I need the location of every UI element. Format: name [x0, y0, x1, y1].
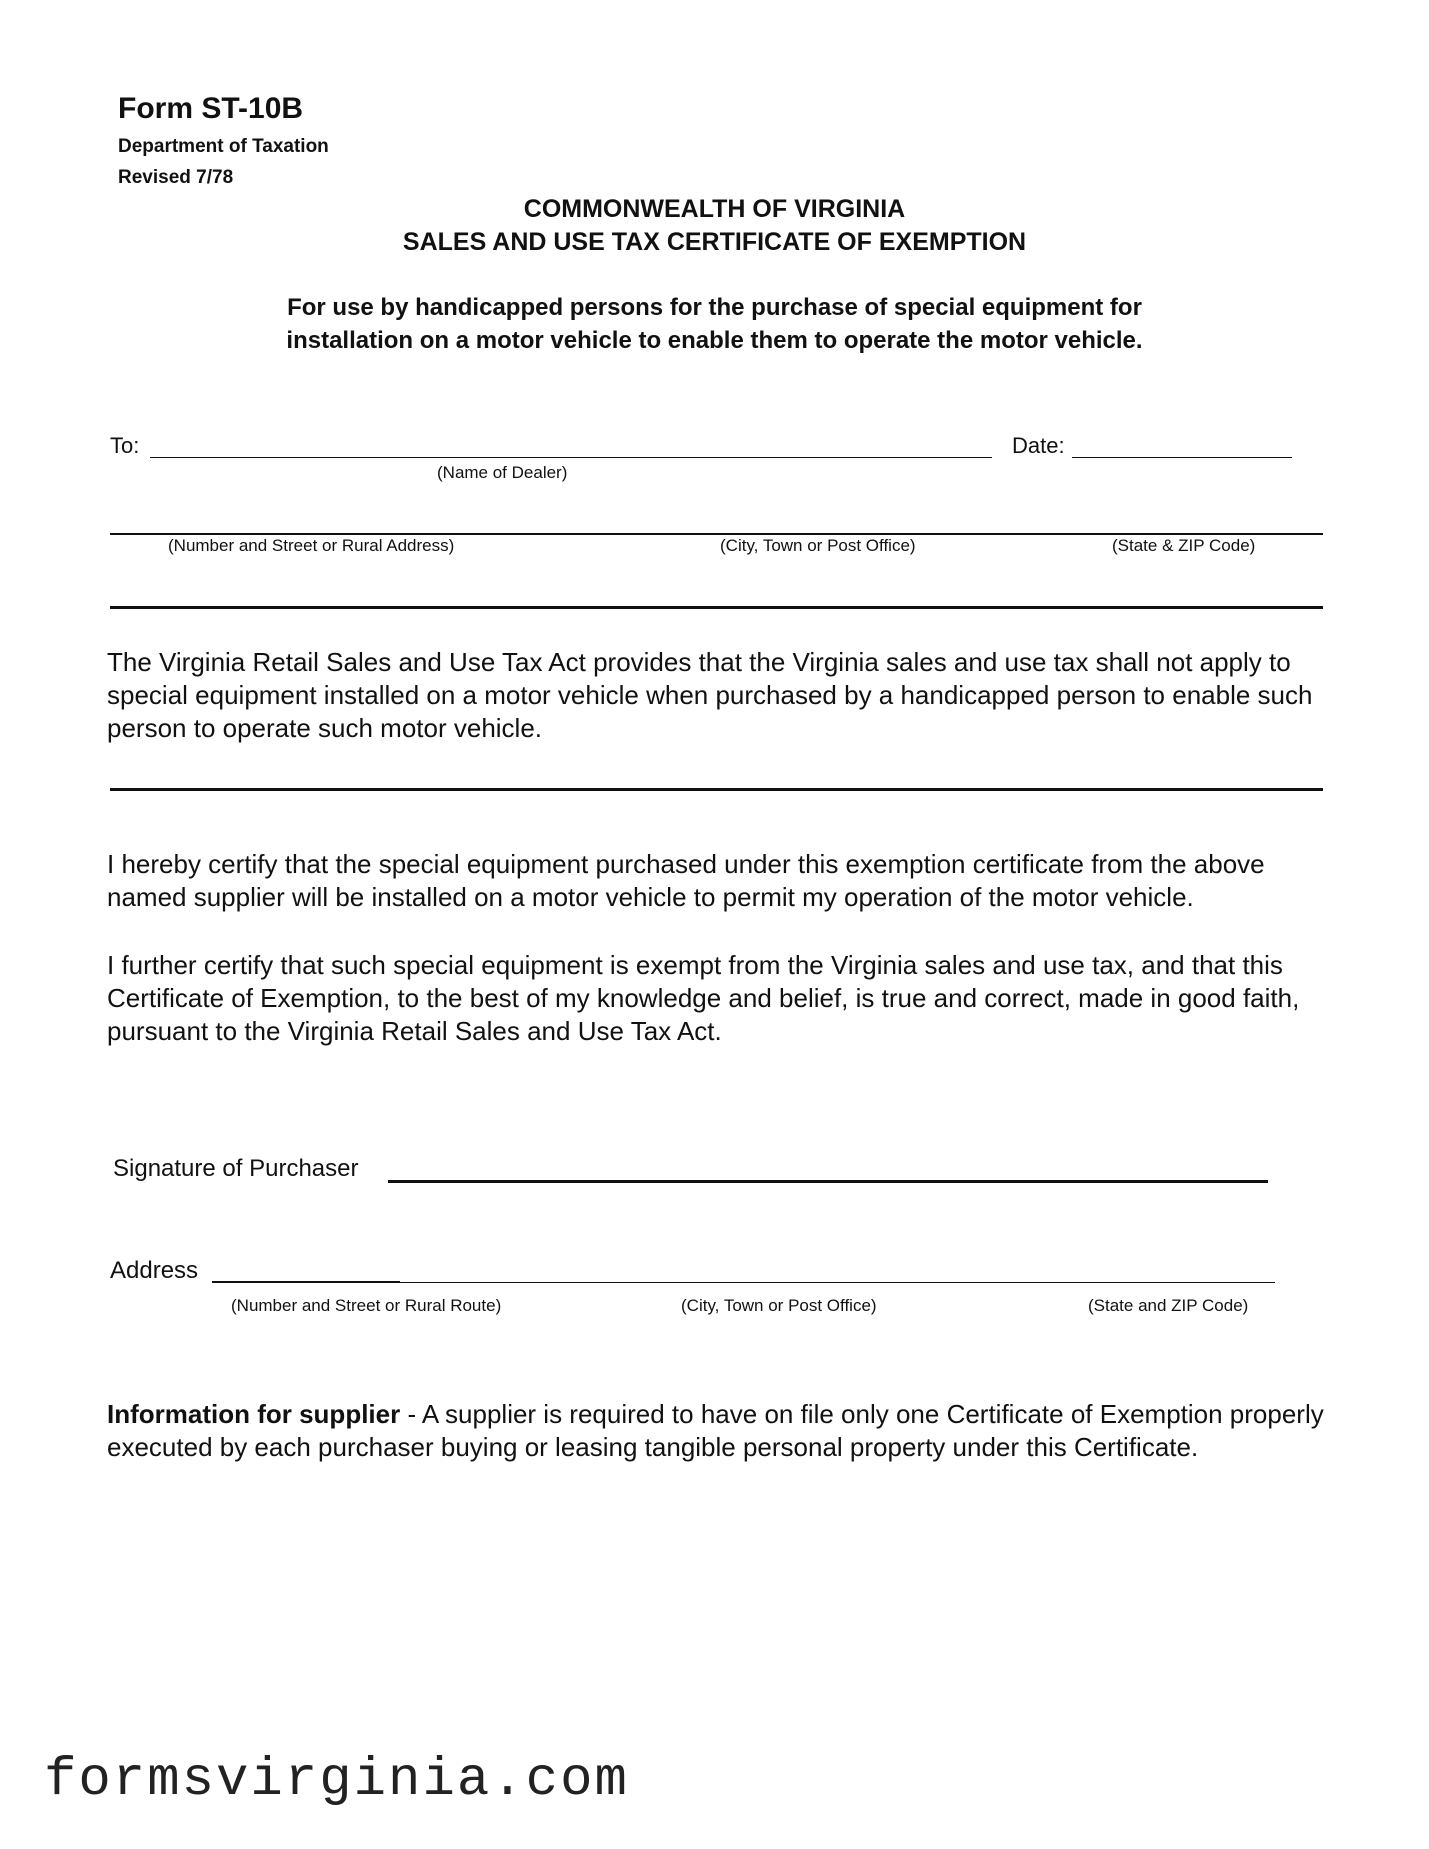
purchaser-state-caption: (State and ZIP Code) [1088, 1296, 1249, 1315]
title-certificate: SALES AND USE TAX CERTIFICATE OF EXEMPTION [402, 228, 1027, 256]
title-commonwealth: COMMONWEALTH OF VIRGINIA [523, 195, 906, 223]
purchaser-street-caption: (Number and Street or Rural Route) [231, 1296, 502, 1315]
signature-label: Signature of Purchaser [113, 1155, 359, 1182]
dealer-state-caption: (State & ZIP Code) [1112, 536, 1256, 555]
date-field[interactable] [1072, 457, 1292, 458]
purchaser-city-caption: (City, Town or Post Office) [681, 1296, 877, 1315]
dealer-address-field[interactable] [110, 533, 1323, 535]
divider [110, 606, 1323, 609]
supplier-information [107, 1398, 1347, 1464]
address-label: Address [110, 1257, 199, 1284]
subtitle-line-1: For use by handicapped persons for the purchase of special equipment for [287, 294, 1142, 321]
address-field[interactable] [400, 1282, 1275, 1283]
certification-paragraph-2 [107, 949, 1347, 1048]
certification-text-1: I hereby certify that the special equipment purchased under this exemption certificate from the above named supplier will be installed on a motor vehicle to permit my operation of the motor vehicle. [107, 849, 1265, 912]
form-number: Form ST-10B [118, 92, 304, 125]
statute-paragraph [107, 646, 1347, 745]
subtitle-line-2: installation on a motor vehicle to enable them to operate the motor vehicle. [286, 327, 1143, 354]
site-watermark: formsvirginia.com [44, 1750, 629, 1811]
statute-text: The Virginia Retail Sales and Use Tax Act provides that the Virginia sales and use tax shall not apply to special equipment installed on a motor vehicle when purchased by a handicapped person to enable such person to operate such motor vehicle. [107, 647, 1313, 743]
dealer-name-caption: (Name of Dealer) [437, 463, 568, 482]
date-label: Date: [1012, 433, 1065, 458]
signature-field[interactable] [388, 1180, 1268, 1183]
dealer-name-field[interactable] [150, 457, 992, 458]
divider [110, 788, 1323, 791]
certification-text-2: I further certify that such special equipment is exempt from the Virginia sales and use tax, and that this Certificate of Exemption, to the best of my knowledge and belief, is true and correct, made in good faith, pursuant to the Virginia Retail Sales and Use Tax Act. [107, 950, 1300, 1046]
revision-date: Revised 7/78 [118, 167, 234, 188]
address-underline-start [212, 1281, 400, 1283]
dealer-street-caption: (Number and Street or Rural Address) [168, 536, 455, 555]
department-name: Department of Taxation [118, 136, 329, 157]
to-label: To: [110, 433, 140, 458]
certification-paragraph-1 [107, 848, 1347, 914]
supplier-info-heading: Information for supplier [107, 1399, 401, 1429]
dealer-city-caption: (City, Town or Post Office) [720, 536, 916, 555]
supplier-info-text: - A supplier is required to have on file only one Certificate of Exemption properly executed by each purchaser buying or leasing tangible personal property under this Certificate. [107, 1399, 1324, 1462]
